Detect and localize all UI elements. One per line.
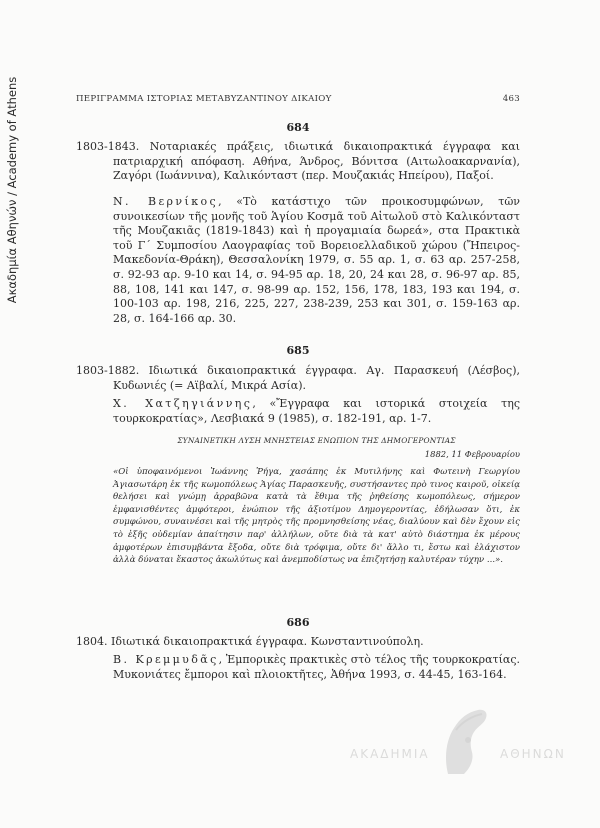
document-date: 1882, 11 Φεβρουαρίου [424,449,520,459]
entry-reference [113,653,520,682]
entry-heading: 1803-1843. Νοταριακές πράξεις, ιδιωτικά δικαιοπρακτικά έγγραφα και πατριαρχική απόφαση. Αθήνα, Άνδρος, Βόνιτσα (Αιτωλοακαρνανία), Ζαγόρι (Ιωάννινα), Καλικόνταστ (περ. Μουζακιάς Ηπείρου), Παξοί. [76,140,520,183]
entry-reference [113,195,520,326]
reference-text: , «Ἔγγραφα και ιστορικά στοιχεία της τουρκοκρατίας», Λεσβιακά 9 (1985), σ. 182-191, αρ. 1-7. [113,397,520,425]
entry-heading: 1804. Ιδιωτικά δικαιοπρακτικά έγγραφα. Κωνσταντινούπολη. [76,635,424,648]
document-title: ΣΥΝΑΙΝΕΤΙΚΗ ΛΥΣΗ ΜΝΗΣΤΕΙΑΣ ΕΝΩΠΙΟΝ ΤΗΣ ΔΗΜΟΓΕΡΟΝΤΙΑΣ [177,436,456,445]
reference-author: Χ. Χατζηγιάννης [113,397,253,410]
reference-author: Β. Κρεμμυδᾶς [113,653,219,666]
entry-number: 685 [286,344,310,357]
watermark-left-word: ΑΚΑΔΗΜΙΑ [350,747,430,761]
entry-reference [113,397,520,426]
entry-number: 684 [286,121,310,134]
reference-author: Ν. Βερνίκος [113,195,219,208]
running-head [76,94,520,104]
athena-head-icon [434,700,494,780]
watermark-right-word: ΑΘΗΝΩΝ [500,747,566,761]
running-head-title: ΠΕΡΙΓΡΑΜΜΑ ΙΣΤΟΡΙΑΣ ΜΕΤΑΒΥΖΑΝΤΙΝΟΥ ΔΙΚΑΙΟΥ [76,94,332,104]
reference-text: , Ἐμπορικὲς πρακτικὲς στὸ τέλος τῆς τουρκοκρατίας. Μυκονιάτες ἔμποροι καὶ πλοιοκτῆτες, Ἀθήνα 1993, σ. 44-45, 163-164. [113,653,520,681]
page-number: 463 [502,94,520,104]
entry-heading: 1803-1882. Ιδιωτικά δικαιοπρακτικά έγγραφα. Αγ. Παρασκευή (Λέσβος), Κυδωνιές (= Αϊβαλί, Μικρά Ασία). [76,364,520,392]
academy-watermark [350,700,580,780]
document-body: «Οἱ ὑποφαινόμενοι Ἰωάννης Ῥήγα, χασάπης ἐκ Μυτιλήνης καὶ Φωτεινὴ Γεωργίου Ἀγιασωτάρη ἐκ τῆς κωμοπόλεως Ἁγίας Παρασκευῆς, συστήσαντες πρὸ τινος καιροῦ, οἰκείᾳ θελήσει καὶ γνώμῃ ἀρραβῶνα κατὰ τὰ ἔθιμα τῆς ῥηθείσης κωμοπόλεως, σήμερον ἐμφανισθέντες ἀμφότεροι, ἐνώπιον τῆς ἀξιοτίμου Δημογεροντίας, ἐδήλωσαν ὅτι, ἐκ συμφώνου, συναινέσει καὶ τῆς μητρὸς τῆς προμνησθείσης νέας, διαλύουν καὶ δὲν ἔχουν εἰς τὸ ἑξῆς οὐδεμίαν ἀπαίτησιν παρ' ἀλλήλων, οὔτε διὰ τὰ κατ' αὐτὸ διάστημα ἐκ μέρους ἀμφοτέρων ἐπισυμβάντα ἔξοδα, οὔτε διὰ τρόφιμα, οὔτε δι' ἄλλο τι, ἔστω καὶ ἐλάχιστον ἀλλὰ δύναται ἕκαστος ἀκωλύτως καὶ ἀνεμποδίστως να ἐπιζητήσῃ καλυτέραν τύχην ...». [113,467,520,566]
reference-text: , «Τὸ κατάστιχο τῶν προικοσυμφώνων, τῶν συνοικεσίων τῆς μονῆς τοῦ Ἁγίου Κοσμᾶ τοῦ Αἰτωλοῦ στὸ Καλικόνταστ τῆς Μουζακιᾶς (1819-1843) καὶ ἡ προγαμιαία δωρεά», στα Πρακτικὰ τοῦ Γ΄ Συμποσίου Λαογραφίας τοῦ Βορειοελλαδικοῦ χώρου (Ἤπειρος-Μακεδονία-Θράκη), Θεσσαλονίκη 1979, σ. 55 αρ. 1, σ. 63 αρ. 257-258, σ. 92-93 αρ. 9-10 και 14, σ. 94-95 αρ. 18, 20, 24 και 28, σ. 96-97 αρ. 85, 88, 108, 141 και 147, σ. 98-99 αρ. 152, 156, 178, 183, 193 και 194, σ. 100-103 αρ. 198, 216, 225, 227, 238-239, 253 και 301, σ. 159-163 αρ. 28, σ. 164-166 αρ. 30. [113,195,520,325]
side-label [2,40,22,340]
entry-number: 686 [286,616,310,629]
side-label-text: Ακαδημία Αθηνών / Academy of Athens [5,76,19,304]
